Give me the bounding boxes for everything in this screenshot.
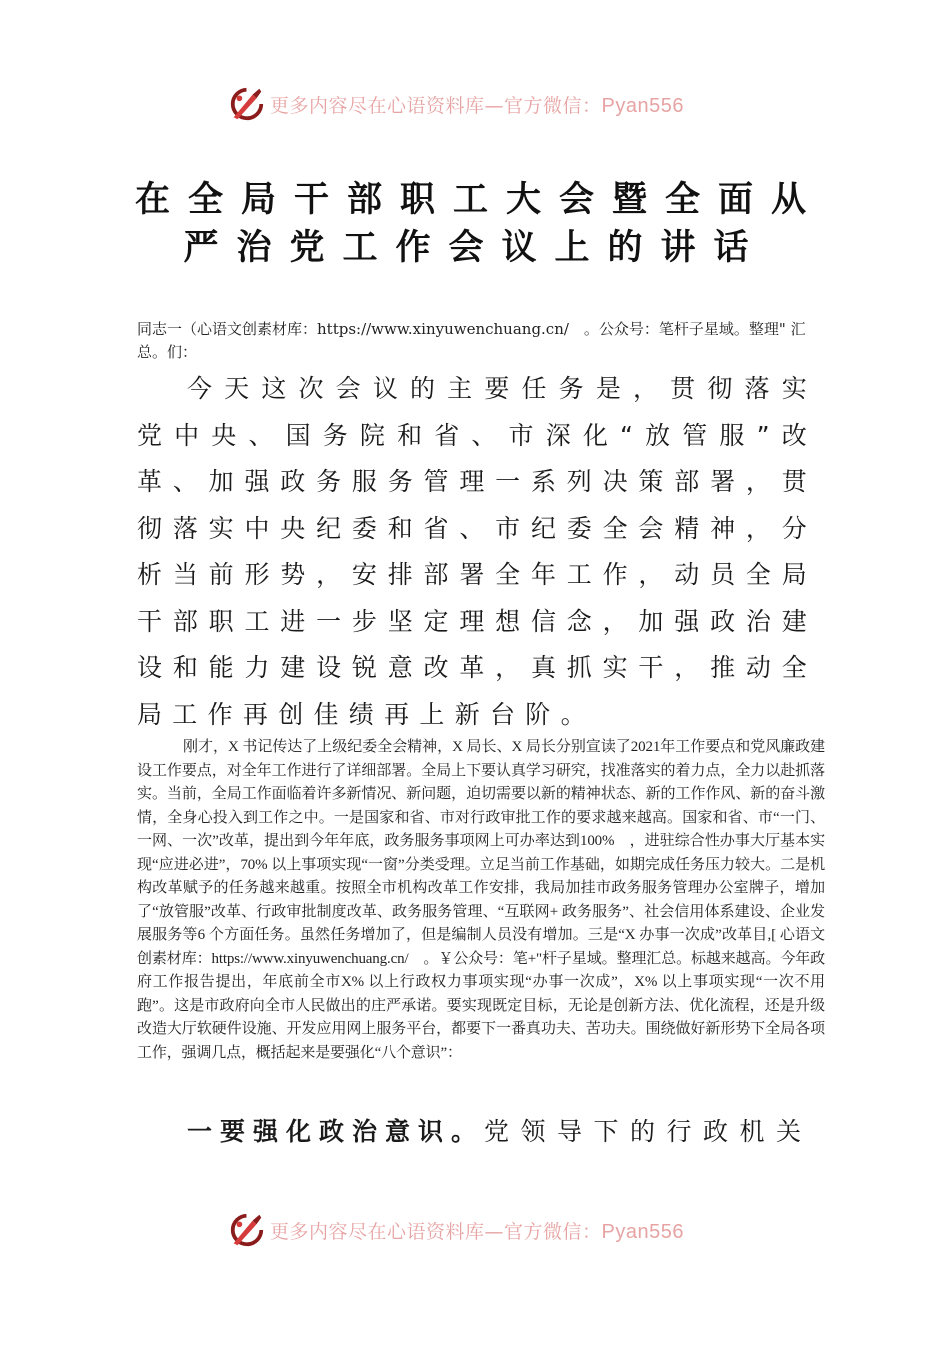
footer-banner: [228, 1210, 748, 1250]
banner-text: 更多内容尽在心语资料库—官方微信：Pyan556: [270, 94, 684, 117]
brush-logo-icon: [228, 1211, 266, 1249]
intro-line: 同志一（心语文创素材库：https://www.xinyuwenchuang.cn/ 。公众号：笔杆子星域。整理" 汇总。们：: [137, 320, 806, 361]
opening-paragraph: 今天这次会议的主要任务是，贯彻落实党中央、国务院和省、市深化“放管服”改革、加强政务服务管理一系列决策部署，贯彻落实中央纪委和省、市纪委全会精神，分析当前形势，安排部署全年工作，动员全局干部职工进一步坚定理想信念，加强政治建设和能力建设锐意改革，真抓实干，推动全局工作再创佳绩再上新台阶。: [137, 374, 817, 729]
title-line-1: 在全局干部职工大会暨全面从: [135, 180, 825, 220]
point-paragraph: [137, 1112, 827, 1152]
body-paragraph: 刚才，X 书记传达了上级纪委全会精神，X 局长、X 局长分别宣读了2021年工作要点和党风廉政建设工作要点，对全年工作进行了详细部署。全局上下要认真学习研究，找准落实的着力点，全力以赴抓落实。当前，全局工作面临着许多新情况、新问题，迫切需要以新的精神状态、新的工作作风、新的奋斗激情，全身心投入到工作之中。一是国家和省、市对行政审批工作的要求越来越高。国家和省、市“一门、一网、一次”改革，提出到今年年底，政务服务事项网上可办率达到100% ，进驻综合性办事大厅基本实现“应进必进”，70% 以上事项实现“一窗”分类受理。立足当前工作基础，如期完成任务压力较大。二是机构改革赋予的任务越来越重。按照全市机构改革工作安排，我局加挂市政务服务管理办公室牌子，增加了“放管服”改革、行政审批制度改革、政务服务管理、“互联网+ 政务服务”、社会信用体系建设、企业发展服务等6 个方面任务。虽然任务增加了，但是编制人员没有增加。三是“X 办事一次成”改革目,[ 心语文创素材库：https://www.xinyuwenchuang.cn/ 。￥公众号：笔+"杆子星域。整理汇总。标越来越高。今年政府工作报告提出，年底前全市X% 以上行政权力事项实现“办事一次成”，X% 以上事项实现“一次不用跑”。这是市政府向全市人民做出的庄严承诺。要实现既定目标，无论是创新方法、优化流程，还是升级改造大厅软硬件设施、开发应用网上服务平台，都要下一番真功夫、苦功夫。围绕做好新形势下全局各项工作，强调几点，概括起来是要强化“八个意识”：: [137, 739, 825, 1061]
page-title: [135, 176, 825, 272]
point-heading: 一要强化政治意识。: [187, 1117, 485, 1146]
wechat-id: Pyan556: [601, 94, 684, 117]
title-line-2: 严治党工作会议上的讲话: [183, 228, 767, 268]
banner-text: 更多内容尽在心语资料库—官方微信：Pyan556: [270, 1220, 684, 1243]
point-text: 党领导下的行政机关: [484, 1117, 813, 1146]
wechat-id: Pyan556: [601, 1220, 684, 1243]
brush-logo-icon: [228, 85, 266, 123]
header-banner: [228, 84, 748, 124]
